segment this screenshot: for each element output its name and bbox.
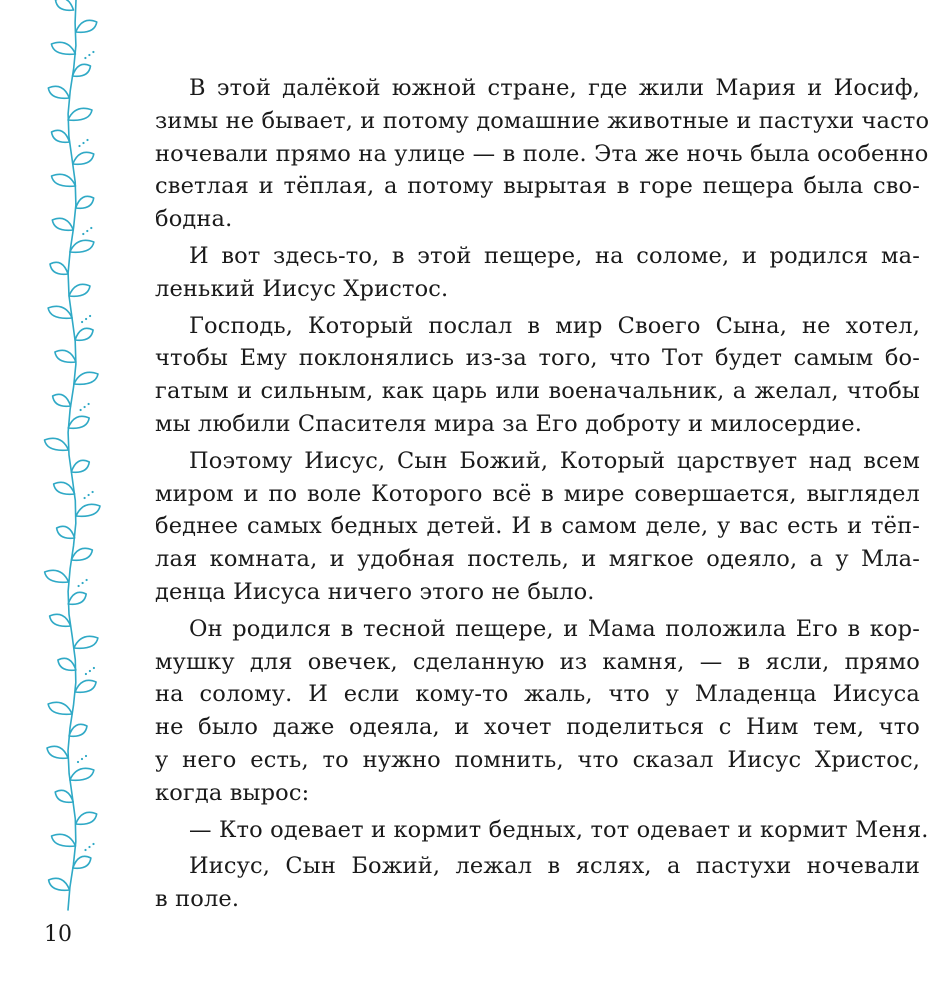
text-line: не было даже одеяла, и хочет поделиться с Ним тем, что (155, 714, 920, 741)
vine-bud (84, 406, 86, 408)
text-line: В этой далёкой южной стране, где жили Мария и Иосиф, (189, 75, 920, 101)
vine-leaf (74, 372, 98, 384)
vine-leaf (56, 0, 74, 10)
vine-leaf (53, 394, 71, 406)
vine-bud (78, 585, 80, 587)
vine-leaf (54, 482, 75, 494)
vine-leaf (52, 130, 70, 142)
vine-leaf (45, 438, 69, 450)
vine-leaf (76, 504, 100, 516)
vine-leaf (47, 746, 68, 758)
text-line: мушку для овечек, сделанную из камня, — в ясли, прямо (155, 648, 920, 675)
paragraph (155, 814, 929, 847)
text-line: светлая и тёплая, а потому вырытая в горе пещера была сво- (155, 173, 920, 200)
vine-leaf (55, 790, 73, 802)
paragraph (155, 613, 920, 810)
vine-leaf (48, 306, 72, 318)
vine-leaf (69, 284, 90, 296)
text-line: — Кто одевает и кормит бедных, тот одевает и кормит Меня. (189, 816, 929, 843)
vine-leaf (52, 218, 73, 230)
text-line: И вот здесь-то, в этой пещере, на соломе, и родился ма- (189, 242, 920, 269)
vine-leaf (57, 526, 75, 538)
text-line: бодна. (155, 206, 233, 233)
vine-bud (92, 51, 94, 53)
text-line: миром и по воле Которого всё в мире совершается, выглядел (155, 480, 920, 507)
vine-bud (90, 227, 92, 229)
paragraph (155, 240, 920, 306)
vine-bud (88, 846, 90, 848)
text-line: гатым и сильным, как царь или военачальник, а желал, чтобы (155, 378, 920, 405)
text-line: Господь, Который послал в мир Своего Сына, не хотел, (189, 312, 920, 339)
vine-bud (82, 582, 84, 584)
text-line: лая комната, и удобная постель, и мягкое одеяло, а у Мла- (155, 546, 920, 573)
text-line: у него есть, то нужно помнить, что сказал Иисус Христос, (155, 746, 920, 773)
vine-leaf (70, 240, 94, 252)
vine-leaf (51, 42, 75, 54)
vine-bud (88, 54, 90, 56)
vine-leaf (73, 64, 91, 76)
vine-leaf (49, 878, 70, 890)
text-line: Иисус, Сын Божий, лежал в яслях, а пастухи ночевали (189, 853, 920, 880)
vine-leaf (73, 856, 91, 868)
vine-leaf (73, 152, 94, 164)
text-line: когда вырос: (155, 779, 310, 806)
paragraph (155, 310, 920, 441)
vine-bud (88, 494, 90, 496)
vine-bud (77, 761, 79, 763)
vine-leaf (75, 680, 96, 692)
page-number: 10 (44, 922, 72, 947)
paragraph (155, 850, 920, 916)
vine-bud (92, 491, 94, 493)
vine-leaf (50, 262, 68, 274)
vine-leaf (50, 614, 71, 626)
vine-leaf (68, 592, 86, 604)
text-line: беднее самых бедных детей. И в самом деле, у вас есть и тёп- (155, 513, 920, 540)
vine-leaf (48, 702, 72, 714)
text-line: зимы не бывает, и потому домашние животные и пастухи часто (155, 107, 930, 134)
text-line: чтобы Ему поклонялись из-за того, что Тот будет самым бо- (155, 345, 920, 372)
paragraph (155, 445, 920, 609)
vine-leaf (52, 834, 76, 846)
vine-bud (88, 403, 90, 405)
vine-bud (81, 758, 83, 760)
vine-bud (93, 667, 95, 669)
vine-leaf (55, 350, 76, 362)
text-line: Он родился в тесной пещере, и Мама положила Его в кор- (189, 615, 920, 642)
text-line: на солому. И если кому-то жаль, что у Младенца Иисуса (155, 681, 920, 708)
vine-leaf (69, 724, 87, 736)
vine-bud (82, 142, 84, 144)
vine-bud (78, 145, 80, 147)
vine-leaf (71, 548, 92, 560)
vine-bud (85, 673, 87, 675)
vine-bud (86, 139, 88, 141)
text-line: в поле. (155, 886, 240, 913)
vine-bud (84, 57, 86, 59)
text-line: мы любили Спасителя мира за Его доброту и милосердие. (155, 410, 863, 437)
text-line: денца Иисуса ничего этого не было. (155, 578, 595, 605)
vine-bud (85, 755, 87, 757)
vine-bud (89, 670, 91, 672)
vine-leaf (52, 174, 76, 186)
vine-bud (84, 497, 86, 499)
vine-leaf (68, 416, 89, 428)
vine-bud (84, 849, 86, 851)
text-line: Поэтому Иисус, Сын Божий, Который царствует над всем (189, 447, 920, 474)
vine-leaf (70, 768, 94, 780)
vine-bud (92, 843, 94, 845)
vine-leaf (75, 328, 93, 340)
body-text (155, 72, 930, 920)
vine-bud (80, 409, 82, 411)
vine-bud (82, 233, 84, 235)
text-line: ночевали прямо на улице — в поле. Эта же ночь была особенно (155, 140, 929, 167)
vine-leaf (45, 570, 69, 582)
vine-ornament-icon (20, 0, 130, 920)
vine-bud (85, 318, 87, 320)
vine-bud (86, 230, 88, 232)
vine-leaf (68, 108, 92, 120)
vine-bud (89, 315, 91, 317)
vine-leaf (76, 20, 97, 32)
text-line: ленький Иисус Христос. (155, 275, 449, 302)
vine-leaf (76, 812, 97, 824)
vine-leaf (48, 86, 69, 98)
vine-leaf (58, 658, 76, 670)
paragraph (155, 72, 930, 236)
vine-bud (86, 579, 88, 581)
vine-bud (81, 321, 83, 323)
vine-leaf (71, 460, 89, 472)
vine-leaf (76, 196, 94, 208)
vine-leaf (74, 636, 98, 648)
